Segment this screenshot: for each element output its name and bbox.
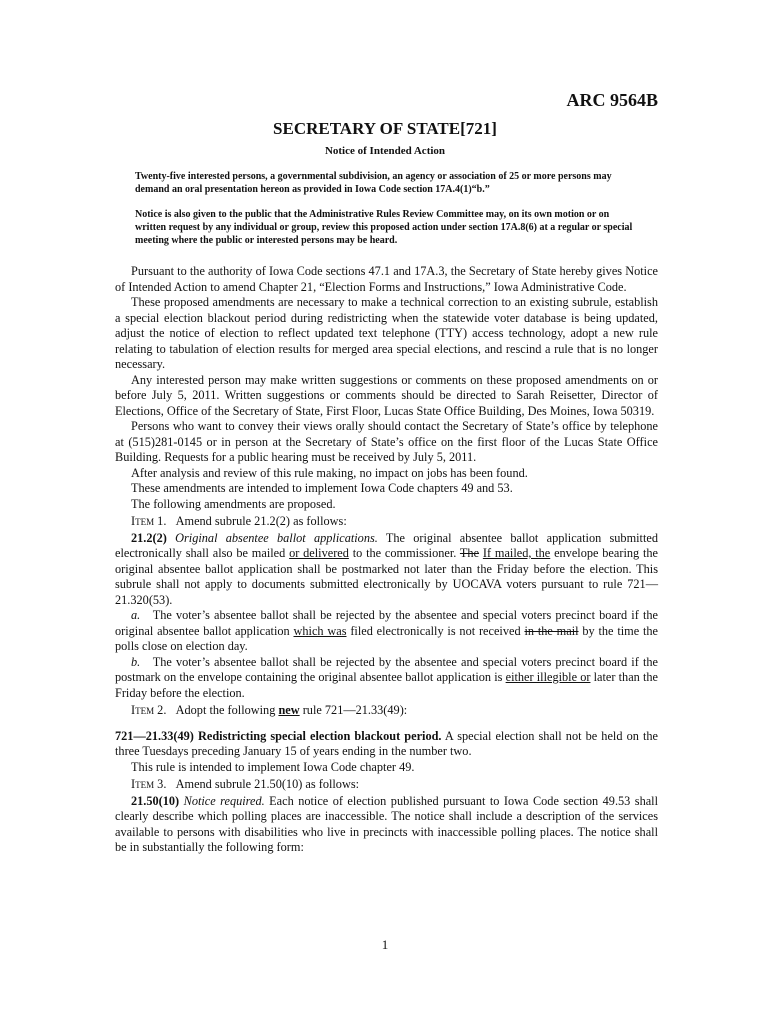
paragraph-proposed: The following amendments are proposed. (131, 496, 336, 511)
oral-presentation-note: Twenty-five interested persons, a governmental subdivision, an agency or association of 25 or more persons may demand an oral presentation hereon as provided in Iowa Code section 17A.4(1)“b.” (135, 171, 612, 195)
paragraph-comments: Any interested person may make written suggestions or comments on these proposed amendments on or before July 5, 2011. Written suggestions or comments should be directed to Sarah Reisetter, Director of Elections, Office of the Secretary of State, First Floor, Lucas State Office Building, Des Moines, Iowa 50319. (115, 372, 658, 418)
item-3-heading: Item 3. Amend subrule 21.50(10) as follows: (131, 777, 360, 791)
item-1-subrule: 21.2(2) Original absentee ballot applications. The original absentee ballot application submitted electronically shall also be mailed or delivered to the commissioner. The If mailed, the envelope bearing the original absentee ballot application shall be postmarked not later than the Friday before the election. This subrule shall not apply to documents submitted electronically by UOCAVA voters pursuant to rule 721—21.320(53). (115, 530, 658, 607)
item-1-paragraph-a: a. The voter’s absentee ballot shall be rejected by the absentee and special voters precinct board if the original absentee ballot application which was filed electronically is not received in the mail by the time the polls close on election day. (115, 608, 659, 653)
inserted-text: either illegible or (505, 670, 591, 684)
item-1-heading: Item 1. Amend subrule 21.2(2) as follows: (131, 514, 347, 528)
struck-text: in the mail (524, 623, 579, 638)
paragraph-authority: Pursuant to the authority of Iowa Code sections 47.1 and 17A.3, the Secretary of State hereby gives Notice of Intended Action to amend Chapter 21, “Election Forms and Instructions,” Iowa Administrative Code. (115, 264, 658, 294)
inserted-text: or delivered (289, 546, 349, 560)
paragraph-implement: These amendments are intended to implement Iowa Code chapters 49 and 53. (131, 481, 513, 495)
item-2-heading: Item 2. Adopt the following new rule 721—21.33(49): (131, 703, 408, 717)
inserted-text: If mailed, the (482, 546, 551, 560)
agency-title: SECRETARY OF STATE[721] (273, 119, 497, 138)
paragraph-purpose: These proposed amendments are necessary to make a technical correction to an existing subrule, establish a special election blackout period during redistricting when the statewide voter database is being updated, adjust the notice of election to reflect updated text telephone (TTY) access technology, adopt a new rule relating to tabulation of election results for merged area special elections, and rescind a rule that is no longer necessary. (115, 295, 658, 371)
arc-number: ARC 9564B (566, 90, 658, 110)
document-body (115, 264, 658, 856)
paragraph-oral-views: Persons who want to convey their views orally should contact the Secretary of State’s office by telephone at (515)281-0145 or in person at the Secretary of State’s office on the first floor of the Lucas State Office Building. Requests for a public hearing must be received by July 5, 2011. (115, 419, 658, 464)
review-committee-note: Notice is also given to the public that the Administrative Rules Review Committee may, on its own motion or on written request by any individual or group, review this proposed action under section 17A.8(6) at a regular or special meeting where the public or interested persons may be heard. (135, 209, 633, 246)
notice-title: Notice of Intended Action (324, 145, 446, 157)
rule-21-33-49-implement: This rule is intended to implement Iowa Code chapter 49. (131, 759, 415, 774)
rule-21-33-49: 721—21.33(49) Redistricting special election blackout period. A special election shall not be held on the three Tuesdays preceding January 15 of years ending in the number two. (115, 728, 658, 758)
struck-text: The (459, 546, 480, 560)
paragraph-jobs-impact: After analysis and review of this rule making, no impact on jobs has been found. (131, 465, 528, 480)
item-3-subrule: 21.50(10) Notice required. Each notice of election published pursuant to Iowa Code section 49.53 shall clearly describe which polling places are inaccessible. The notice shall include a description of the services available to persons with disabilities who live in precincts with inaccessible polling places. The notice shall be in substantially the following form: (115, 793, 659, 854)
page-number: 1 (381, 937, 389, 952)
item-1-paragraph-b: b. The voter’s absentee ballot shall be rejected by the absentee and special voters precinct board if the postmark on the envelope containing the original absentee ballot application is either illegible or later than the Friday before the election. (115, 654, 658, 700)
new-keyword: new (278, 703, 300, 717)
inserted-text: which was (293, 623, 347, 638)
